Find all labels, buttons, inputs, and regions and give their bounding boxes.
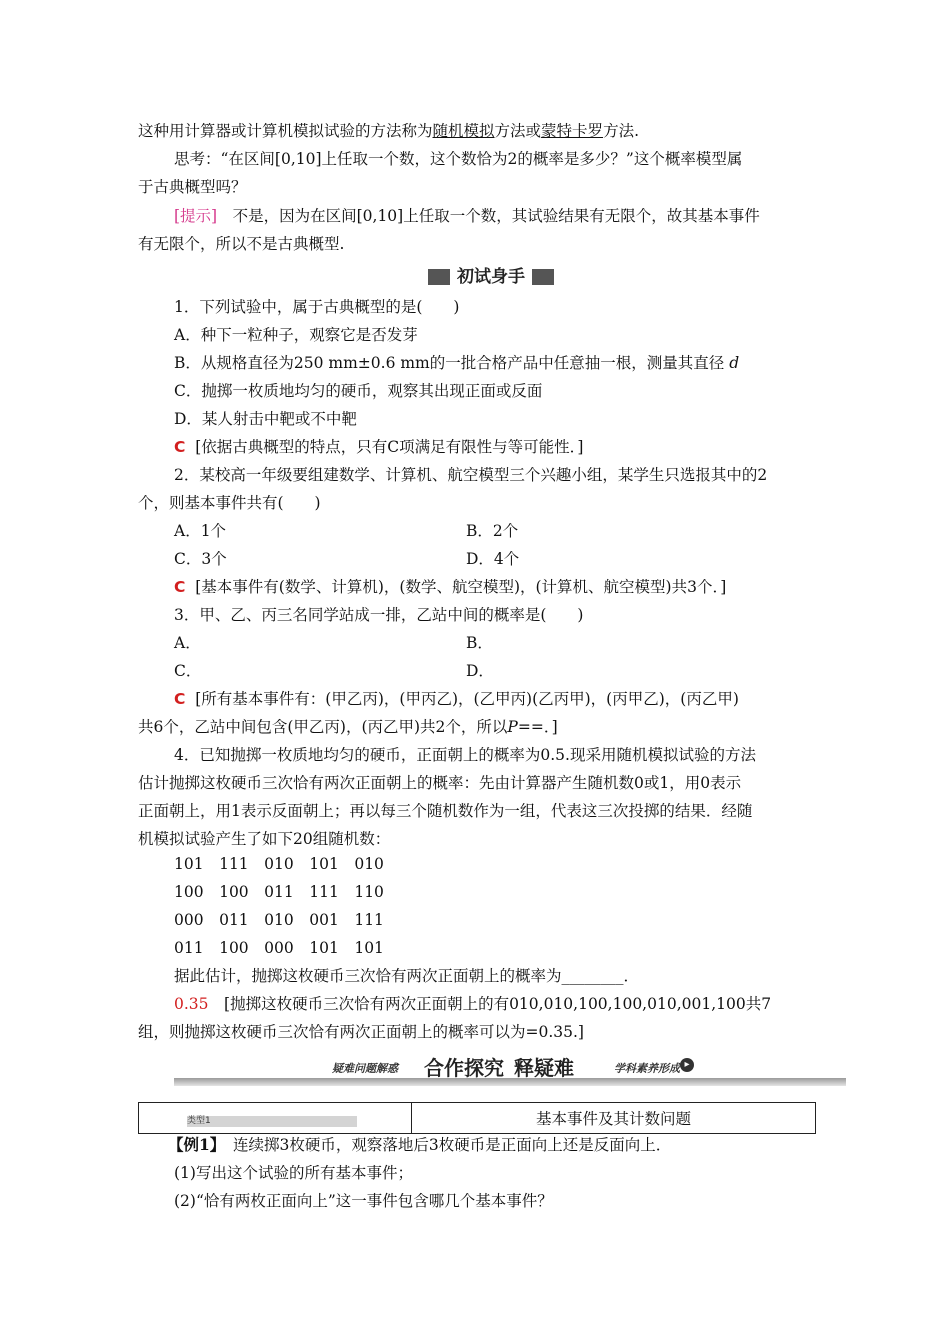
- hint-label: [提示]: [174, 207, 218, 225]
- q1-option-b: [174, 352, 854, 374]
- q3-options-ab: [174, 632, 854, 654]
- text: 方法或: [494, 122, 542, 140]
- example1-part-2: (2)“恰有两枚正面向上”这一事件包含哪几个基本事件？: [174, 1192, 553, 1210]
- think-line-1: 思考：“在区间[0,10]上任取一个数，这个数恰为2的概率是多少？”这个概率模型属: [174, 150, 743, 168]
- term-monte-carlo: 蒙特卡罗: [541, 122, 604, 140]
- text: 共6个，乙站中间包含(甲乙丙)，(丙乙甲)共2个，所以: [138, 718, 508, 736]
- q1-answer: C: [174, 438, 186, 456]
- text: ==．]: [517, 718, 558, 736]
- q2-stem-2: 个，则基本事件共有( ): [138, 494, 321, 512]
- q3-option-c: C．: [174, 662, 202, 680]
- q2-options-ab: [174, 520, 854, 542]
- text: [基本事件有(数学、计算机)，(数学、航空模型)，(计算机、航空模型)共3个．]: [195, 578, 727, 596]
- example1-label: 【例1】: [168, 1135, 218, 1154]
- q4-stem-2: 估计抛掷这枚硬币三次恰有两次正面朝上的概率：先由计算器产生随机数0或1，用0表示: [138, 774, 742, 792]
- q3-stem: 3．甲、乙、丙三名同学站成一排，乙站中间的概率是( ): [174, 606, 584, 624]
- q2-option-a: A．1个: [174, 522, 227, 540]
- q2-options-cd: [174, 548, 854, 570]
- section-divider: [174, 1078, 846, 1086]
- hint-line-1: [174, 205, 854, 227]
- q4-stem-1: 4．已知抛掷一枚质地均匀的硬币，正面朝上的概率为0.5.现采用随机模拟试验的方法: [174, 746, 756, 764]
- term-random-simulation: 随机模拟: [432, 122, 495, 140]
- q2-answer: C: [174, 578, 186, 596]
- q3-option-d: D．: [466, 662, 494, 680]
- variable: P: [507, 718, 518, 736]
- hint-line-2: 有无限个，所以不是古典概型.: [138, 235, 345, 253]
- type-tag: 类型1: [187, 1116, 357, 1127]
- type-title: 基本事件及其计数问题: [412, 1103, 816, 1134]
- q2-option-c: C．3个: [174, 550, 227, 568]
- banner-title: 初试身手: [450, 264, 532, 290]
- q1-option-a: A．种下一粒种子，观察它是否发芽: [174, 326, 418, 344]
- q3-solution-2: [138, 716, 818, 738]
- q4-stem-3: 正面朝上，用1表示反面朝上；再以每三个随机数作为一组，代表这三次投掷的结果．经随: [138, 802, 753, 820]
- section-header-cooperative-inquiry: [174, 1052, 846, 1086]
- q3-solution-1: [174, 688, 854, 710]
- q2-option-b: B．2个: [466, 522, 519, 540]
- q4-stem-4: 机模拟试验产生了如下20组随机数：: [138, 830, 391, 848]
- text: [抛掷这枚硬币三次恰有两次正面朝上的有010,010,100,100,010,001,100共7: [208, 995, 772, 1013]
- think-line-2: 于古典概型吗？: [138, 178, 247, 196]
- q4-ask: 据此估计，抛掷这枚硬币三次恰有两次正面朝上的概率为________．: [174, 967, 640, 985]
- q4-random-row: 000 011 010 001 111: [174, 911, 384, 929]
- q1-solution: [174, 436, 854, 458]
- section-left-caption: 疑难问题解惑: [332, 1062, 398, 1075]
- q4-random-row: 101 111 010 101 010: [174, 855, 384, 873]
- q1-stem: 1．下列试验中，属于古典概型的是( ): [174, 298, 460, 316]
- q3-option-a: A．: [174, 634, 201, 652]
- arrow-icon: ▸: [680, 1058, 694, 1072]
- q1-option-c: C．抛掷一枚质地均匀的硬币，观察其出现正面或反面: [174, 382, 543, 400]
- q3-option-b: B．: [466, 634, 493, 652]
- type-table: [138, 1102, 816, 1134]
- text: 这种用计算器或计算机模拟试验的方法称为: [138, 122, 433, 140]
- type-tag-cell: [139, 1103, 412, 1134]
- section-right-caption: 学科素养形成: [614, 1062, 680, 1075]
- q2-option-d: D．4个: [466, 550, 520, 568]
- q4-answer: 0.35: [174, 995, 209, 1013]
- q2-stem-1: 2．某校高一年级要组建数学、计算机、航空模型三个兴趣小组，某学生只选报其中的2: [174, 466, 768, 484]
- section-banner-first-try: [428, 264, 554, 290]
- table-row: [139, 1103, 816, 1134]
- q4-random-row: 011 100 000 101 101: [174, 939, 384, 957]
- q2-solution: [174, 576, 854, 598]
- intro-definition: [138, 120, 818, 142]
- q4-random-row: 100 100 011 111 110: [174, 883, 384, 901]
- example1-stem: [168, 1134, 848, 1156]
- example1-part-1: (1)写出这个试验的所有基本事件；: [174, 1164, 413, 1182]
- text: 方法.: [603, 122, 639, 140]
- section-title-a: 合作探究: [424, 1056, 504, 1080]
- q3-options-cd: [174, 660, 854, 682]
- q4-solution-2: 组，则抛掷这枚硬币三次恰有两次正面朝上的概率可以为=0.35.]: [138, 1023, 584, 1041]
- q1-option-d: D．某人射击中靶或不中靶: [174, 410, 357, 428]
- q3-answer: C: [174, 690, 186, 708]
- text: B．从规格直径为250 mm±0.6 mm的一批合格产品中任意抽一根，测量其直径: [174, 354, 725, 372]
- text: 不是，因为在区间[0,10]上任取一个数，其试验结果有无限个，故其基本事件: [217, 207, 760, 225]
- section-title-b: 释疑难: [514, 1056, 574, 1080]
- text: 连续掷3枚硬币，观察落地后3枚硬币是正面向上还是反面向上．: [217, 1136, 672, 1154]
- q4-solution-1: [174, 993, 854, 1015]
- variable: d: [729, 354, 740, 372]
- text: [所有基本事件有：(甲乙丙)，(甲丙乙)，(乙甲丙)(乙丙甲)，(丙甲乙)，(丙乙甲): [195, 690, 739, 708]
- text: [依据古典概型的特点，只有C项满足有限性与等可能性．]: [195, 438, 584, 456]
